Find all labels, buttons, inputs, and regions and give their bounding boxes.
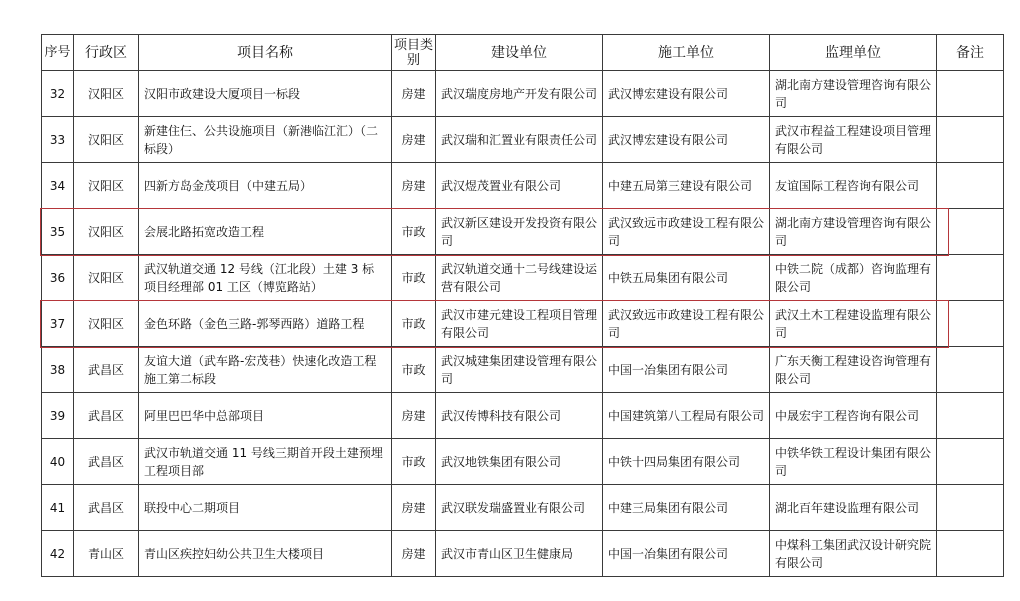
cell-supervisor: 中铁二院（成都）咨询监理有限公司 [770,255,937,301]
table-row [42,531,1004,577]
cell-no: 38 [42,347,74,393]
cell-no: 34 [42,163,74,209]
cell-type: 市政 [392,301,436,347]
cell-no: 35 [42,209,74,255]
table-row [42,393,1004,439]
table-row [42,347,1004,393]
cell-project: 会展北路拓宽改造工程 [139,209,392,255]
cell-type: 房建 [392,393,436,439]
cell-district: 汉阳区 [74,163,139,209]
table-row [42,71,1004,117]
cell-district: 武昌区 [74,347,139,393]
cell-no: 37 [42,301,74,347]
cell-district: 汉阳区 [74,117,139,163]
cell-type: 市政 [392,255,436,301]
cell-remark [937,163,1004,209]
cell-builder: 武汉联发瑞盛置业有限公司 [436,485,603,531]
cell-remark [937,209,1004,255]
cell-builder: 武汉地铁集团有限公司 [436,439,603,485]
cell-supervisor: 湖北南方建设管理咨询有限公司 [770,71,937,117]
table-row [42,485,1004,531]
header-type: 项目类别 [392,35,436,71]
cell-supervisor: 武汉土木工程建设监理有限公司 [770,301,937,347]
cell-remark [937,301,1004,347]
cell-project: 汉阳市政建设大厦项目一标段 [139,71,392,117]
cell-no: 39 [42,393,74,439]
table-row [42,117,1004,163]
cell-supervisor: 广东天衡工程建设咨询管理有限公司 [770,347,937,393]
cell-supervisor: 中晟宏宇工程咨询有限公司 [770,393,937,439]
cell-type: 市政 [392,439,436,485]
cell-contractor: 中国一冶集团有限公司 [603,347,770,393]
cell-contractor: 武汉致远市政建设工程有限公司 [603,301,770,347]
header-builder: 建设单位 [436,35,603,71]
cell-project: 阿里巴巴华中总部项目 [139,393,392,439]
cell-type: 市政 [392,347,436,393]
cell-contractor: 中铁五局集团有限公司 [603,255,770,301]
header-no: 序号 [42,35,74,71]
cell-supervisor: 湖北南方建设管理咨询有限公司 [770,209,937,255]
cell-builder: 武汉煜茂置业有限公司 [436,163,603,209]
header-supervisor: 监理单位 [770,35,937,71]
cell-type: 市政 [392,209,436,255]
cell-type: 房建 [392,485,436,531]
cell-type: 房建 [392,163,436,209]
cell-supervisor: 友谊国际工程咨询有限公司 [770,163,937,209]
cell-remark [937,393,1004,439]
cell-no: 32 [42,71,74,117]
cell-district: 汉阳区 [74,71,139,117]
cell-district: 青山区 [74,531,139,577]
cell-supervisor: 武汉市程益工程建设项目管理有限公司 [770,117,937,163]
cell-contractor: 武汉致远市政建设工程有限公司 [603,209,770,255]
cell-district: 武昌区 [74,393,139,439]
header-contractor: 施工单位 [603,35,770,71]
cell-no: 36 [42,255,74,301]
cell-contractor: 中国建筑第八工程局有限公司 [603,393,770,439]
header-project: 项目名称 [139,35,392,71]
cell-project: 武汉轨道交通 12 号线（江北段）土建 3 标项目经理部 01 工区（博览路站） [139,255,392,301]
table-row [42,163,1004,209]
cell-type: 房建 [392,531,436,577]
cell-supervisor: 中煤科工集团武汉设计研究院有限公司 [770,531,937,577]
cell-project: 武汉市轨道交通 11 号线三期首开段土建预埋工程项目部 [139,439,392,485]
cell-no: 40 [42,439,74,485]
cell-contractor: 中建五局第三建设有限公司 [603,163,770,209]
cell-remark [937,485,1004,531]
cell-builder: 武汉新区建设开发投资有限公司 [436,209,603,255]
cell-project: 新建住仨、公共设施项目（新港临江汇）（二标段） [139,117,392,163]
cell-district: 汉阳区 [74,301,139,347]
cell-builder: 武汉瑞和汇置业有限责任公司 [436,117,603,163]
cell-district: 汉阳区 [74,209,139,255]
cell-remark [937,71,1004,117]
cell-district: 武昌区 [74,485,139,531]
cell-builder: 武汉市青山区卫生健康局 [436,531,603,577]
table-row [42,439,1004,485]
cell-remark [937,531,1004,577]
cell-builder: 武汉传博科技有限公司 [436,393,603,439]
cell-project: 联投中心二期项目 [139,485,392,531]
cell-type: 房建 [392,71,436,117]
cell-supervisor: 中铁华铁工程设计集团有限公司 [770,439,937,485]
cell-remark [937,439,1004,485]
cell-remark [937,117,1004,163]
cell-no: 41 [42,485,74,531]
cell-district: 武昌区 [74,439,139,485]
cell-type: 房建 [392,117,436,163]
cell-no: 33 [42,117,74,163]
cell-contractor: 中建三局集团有限公司 [603,485,770,531]
cell-project: 金色环路（金色三路-郭琴西路）道路工程 [139,301,392,347]
cell-contractor: 中国一冶集团有限公司 [603,531,770,577]
cell-builder: 武汉瑞度房地产开发有限公司 [436,71,603,117]
header-remark: 备注 [937,35,1004,71]
cell-supervisor: 湖北百年建设监理有限公司 [770,485,937,531]
table-row [42,301,1004,347]
table-row [42,255,1004,301]
project-table [41,34,1004,577]
cell-district: 汉阳区 [74,255,139,301]
table-row [42,209,1004,255]
cell-contractor: 武汉博宏建设有限公司 [603,117,770,163]
header-district: 行政区 [74,35,139,71]
cell-remark [937,347,1004,393]
cell-no: 42 [42,531,74,577]
cell-project: 青山区疾控妇幼公共卫生大楼项目 [139,531,392,577]
cell-contractor: 中铁十四局集团有限公司 [603,439,770,485]
table-header-row [42,35,1004,71]
cell-project: 四新方岛金茂项目（中建五局） [139,163,392,209]
cell-builder: 武汉轨道交通十二号线建设运营有限公司 [436,255,603,301]
cell-builder: 武汉市建元建设工程项目管理有限公司 [436,301,603,347]
cell-builder: 武汉城建集团建设管理有限公司 [436,347,603,393]
cell-project: 友谊大道（武车路-宏茂巷）快速化改造工程施工第二标段 [139,347,392,393]
cell-contractor: 武汉博宏建设有限公司 [603,71,770,117]
cell-remark [937,255,1004,301]
